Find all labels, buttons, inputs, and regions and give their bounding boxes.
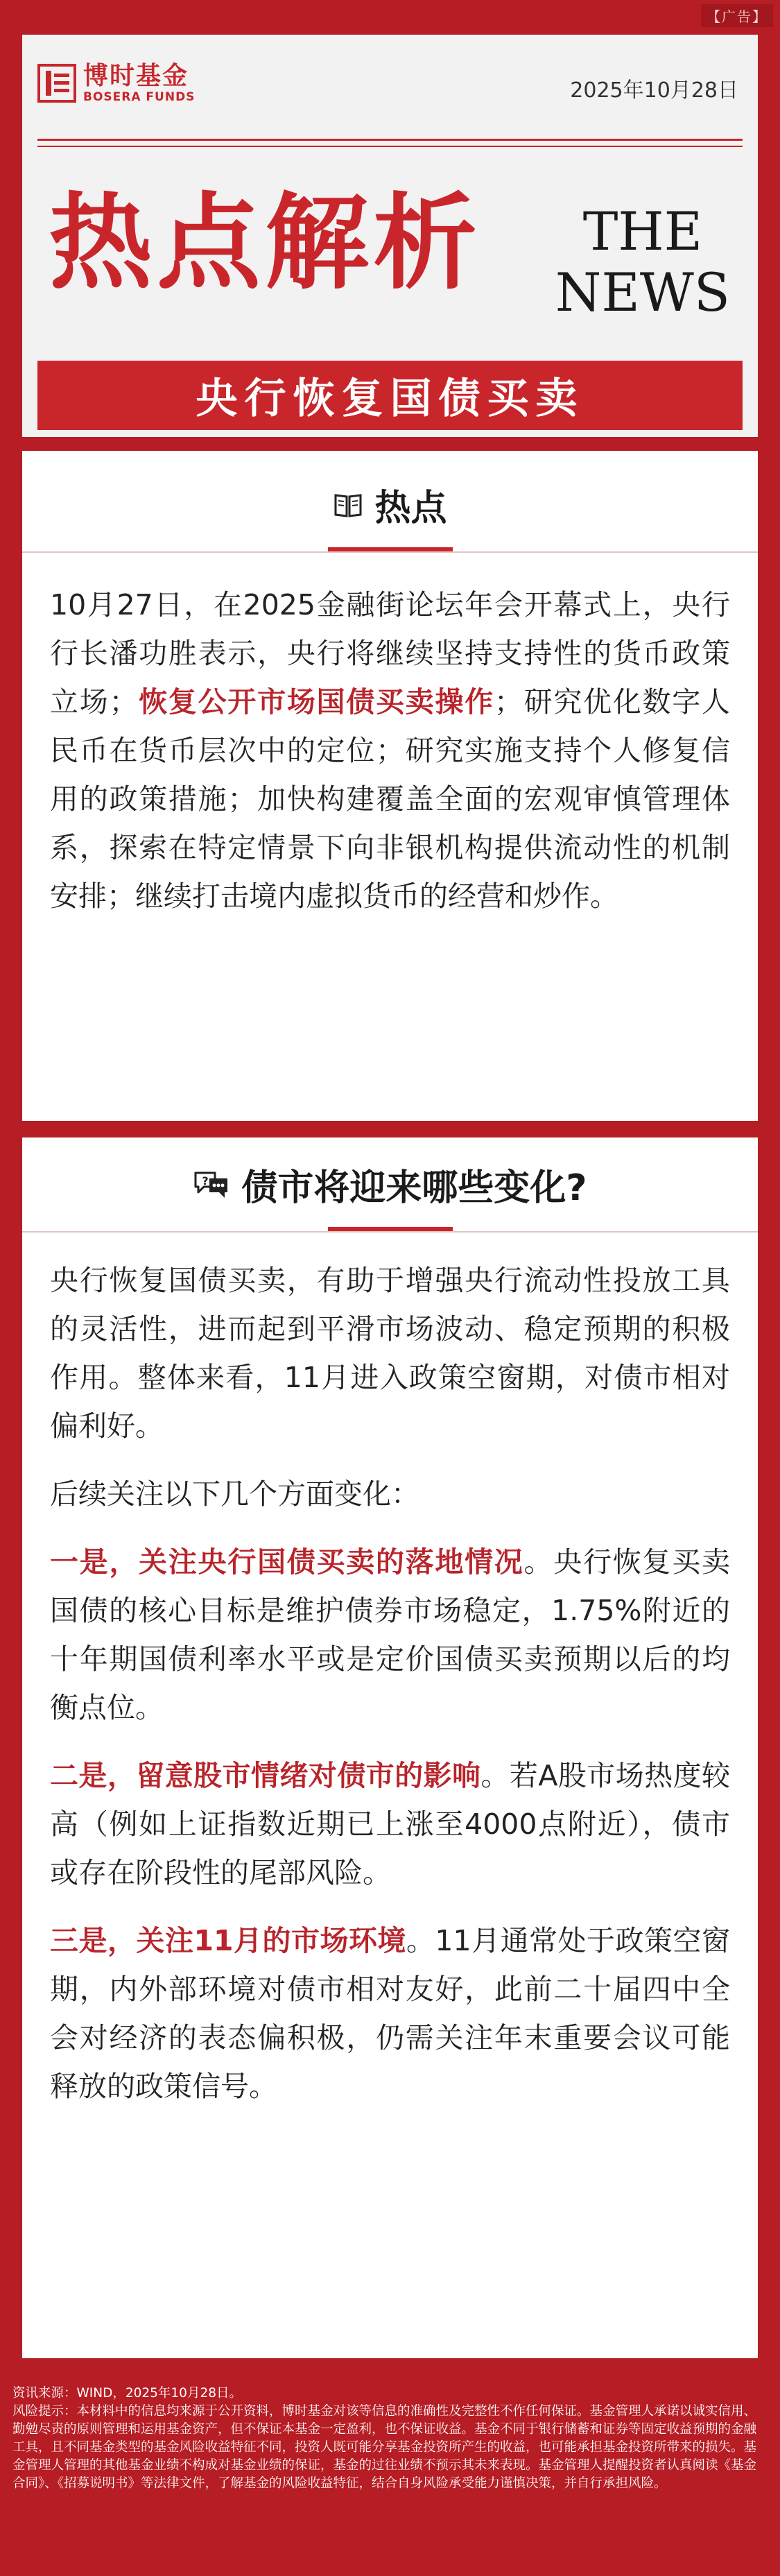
hotspot-heading [22, 479, 758, 531]
bosera-logo-icon [37, 64, 76, 103]
bond-point-3 [50, 1916, 730, 2111]
bond-point-1 [50, 1538, 730, 1732]
brand-name-en: BOSERA FUNDS [83, 90, 196, 104]
bond-point-3-title: 三是，关注11月的市场环境 [50, 1924, 406, 1957]
the-news-line-2: NEWS [555, 261, 730, 323]
svg-text:?: ? [202, 1174, 209, 1187]
hotspot-paragraph [50, 581, 730, 920]
bond-point-2 [50, 1751, 730, 1897]
the-news-line-1: THE [582, 200, 703, 262]
hotspot-highlight: 恢复公开市场国债买卖操作 [137, 685, 494, 719]
bond-point-3-body: 。11月通常处于政策空窗期，内外部环境对债市相对友好，此前二十届四中全会对经济的表态偏积极，仍需关注年末重要会议可能释放的政策信号。 [50, 1924, 731, 2103]
chat-question-icon [193, 1169, 230, 1201]
page-title: 热点解析 [49, 183, 482, 304]
bond-heading [22, 1158, 758, 1210]
hotspot-text-1: 10月27日，在2025金融街论坛年会开幕式上，央行行长潘功胜表示，央行将继续坚持支持性的货币政策立场； [50, 588, 730, 719]
bond-point-2-title: 二是，留意股市情绪对债市的影响 [50, 1759, 481, 1792]
header-rule-top [37, 139, 743, 141]
bond-followup: 后续关注以下几个方面变化： [50, 1477, 419, 1511]
ad-badge: 【广告】 [701, 4, 773, 27]
brand [37, 62, 195, 104]
publish-date: 2025年10月28日 [570, 78, 738, 103]
bond-point-2-body: 。若A股市场热度较高（例如上证指数近期已上涨至4000点附近），债市或存在阶段性的尾部风险。 [50, 1759, 731, 1889]
hotspot-text-2: ；研究优化数字人民币在货币层次中的定位；研究实施支持个人修复信用的政策措施；加快构建覆盖全面的宏观审慎管理体系，探索在特定情景下向非银机构提供流动性的机制安排；继续打击境内虚拟货币的经营和炒作。 [50, 685, 731, 913]
bond-point-1-body: 。央行恢复买卖国债的核心目标是维护债券市场稳定，1.75%附近的十年期国债利率水平或是定价国债买卖预期以后的均衡点位。 [50, 1545, 731, 1724]
header-card [22, 35, 758, 437]
header-rule-bottom [37, 146, 743, 147]
bond-point-1-title: 一是，关注央行国债买卖的落地情况 [50, 1545, 524, 1579]
bond-card [22, 1137, 758, 2358]
disclaimer-footer [12, 2385, 768, 2493]
bond-heading-text: 债市将迎来哪些变化? [241, 1167, 587, 1209]
the-news-wordmark [555, 201, 730, 323]
subtitle-text: 央行恢复国债买卖 [196, 375, 584, 423]
book-icon [333, 491, 363, 519]
risk-disclaimer: 风险提示：本材料中的信息均来源于公开资料，博时基金对该等信息的准确性及完整性不作任何保证。基金管理人承诺以诚实信用、勤勉尽责的原则管理和运用基金资产，但不保证本基金一定盈利，也不保证收益。基金不同于银行储蓄和证券等固定收益预期的金融工具，且不同基金类型的基金风险收益特征不同，投资人既可能分享基金投资所产生的收益，也可能承担基金投资所带来的损失。基金管理人管理的其他基金业绩不构成对基金业绩的保证，基金的过往业绩不预示其未来表现。基金管理人提醒投资者认真阅读《基金合同》、《招募说明书》等法律文件，了解基金的风险收益特征，结合自身风险承受能力谨慎决策，并自行承担风险。 [12, 2404, 757, 2491]
subtitle-banner [37, 361, 743, 430]
hotspot-heading-text: 热点 [374, 488, 447, 529]
brand-name-cn: 博时基金 [83, 62, 189, 90]
source-note: 资讯来源：WIND，2025年10月28日。 [12, 2386, 242, 2401]
bond-intro: 央行恢复国债买卖，有助于增强央行流动性投放工具的灵活性，进而起到平滑市场波动、稳定预期的积极作用。整体来看，11月进入政策空窗期，对债市相对偏利好。 [50, 1264, 730, 1443]
hotspot-card [22, 451, 758, 1121]
